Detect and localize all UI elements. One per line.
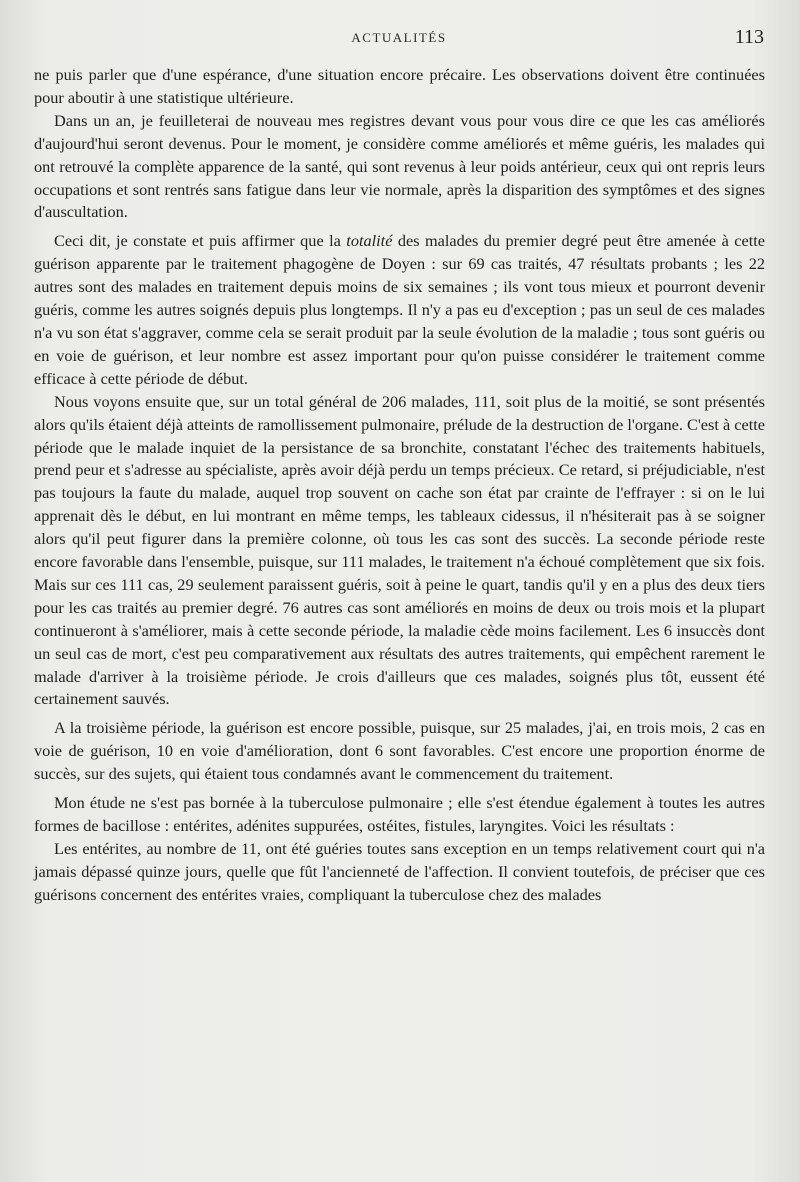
paragraph: A la troisième période, la guérison est encore possible, puisque, sur 25 malades, j'ai, en trois mois, 2 cas en voie de guérison, 10 en voie d'amélioration, dont 6 sont favorables. C'est encore une proportion énorme de succès, sur des sujets, qui étaient tous condamnés avant le commencement du traitement. xyxy=(34,718,765,784)
page-body xyxy=(34,64,765,907)
paragraph-text: des malades du premier degré peut être amenée à cette guérison apparente par le traitement phagogène de Doyen : sur 69 cas traités, 47 résultats probants ; les 22 autres sont des malades en traitement depuis moins de six semaines ; ils vont tous mieux et pourront devenir guéris, comme les autres soignés depuis plus longtemps. Il n'y a pas eu d'exception ; pas un seul de ces malades n'a vu son état s'aggraver, comme cela se serait produit par la seule évolution de la maladie ; tous sont guéris ou en voie de guérison, et leur nombre est assez important pour qu'on puisse considérer le traitement comme efficace à cette période de début. xyxy=(34,231,765,388)
paragraph: Nous voyons ensuite que, sur un total général de 206 malades, 111, soit plus de la moitié, se sont présentés alors qu'ils étaient déjà atteints de ramollissement pulmonaire, prélude de la destruction de l'organe. C'est à cette période que le malade inquiet de la persistance de sa bronchite, constatant l'échec des traitements habituels, prend peur et s'adresse au spécialiste, après avoir déjà perdu un temps précieux. Ce retard, si préjudiciable, n'est pas toujours la faute du malade, auquel trop souvent on cache son état par crainte de l'effrayer : si on le lui apprenait dès le début, en lui montrant en même temps, les tableaux cidessus, il n'hésiterait pas à se soigner alors qu'il peut figurer dans la première colonne, où tous les cas sont des succès. La seconde période reste encore favorable dans l'ensemble, puisque, sur 111 malades, le traitement n'a échoué complètement que six fois. Mais sur ces 111 cas, 29 seulement paraissent guéris, soit à peine le quart, tandis qu'il y en a plus des deux tiers pour les cas traités au premier degré. 76 autres cas sont améliorés en moins de deux ou trois mois et la plupart continueront à s'améliorer, mais à cette seconde période, la maladie cède moins facilement. Les 6 insuccès dont un seul cas de mort, c'est peu comparativement aux résultats des autres traitements, qui empêchent rarement le malade d'arriver à la troisième période. Je crois d'ailleurs que ces malades, soignés plus tôt, eussent été certainement sauvés. xyxy=(34,391,765,709)
running-head: ACTUALITÉS xyxy=(351,30,447,45)
paragraph xyxy=(34,230,765,390)
paragraph: Mon étude ne s'est pas bornée à la tuberculose pulmonaire ; elle s'est étendue également à toutes les autres formes de bacillose : entérites, adénites suppurées, ostéites, fistules, laryngites. Voici les résultats : xyxy=(34,793,765,835)
paragraph-continuation: ne puis parler que d'une espérance, d'une situation encore précaire. Les observations doivent être continuées pour aboutir à une statistique ultérieure. xyxy=(34,65,765,107)
paragraph-text: Ceci dit, je constate et puis affirmer que la xyxy=(54,231,347,251)
page-header xyxy=(34,28,764,52)
paragraph: Les entérites, au nombre de 11, ont été guéries toutes sans exception en un temps relativement court qui n'a jamais dépassé quinze jours, quelle que fût l'ancienneté de l'affection. Il convient toutefois, de préciser que ces guérisons concernent des entérites vraies, compliquant la tuberculose chez des malades xyxy=(34,838,765,904)
page-number: 113 xyxy=(734,26,764,48)
paragraph: Dans un an, je feuilleterai de nouveau mes registres devant vous pour vous dire ce que les cas améliorés d'aujourd'hui seront devenus. Pour le moment, je considère comme améliorés et même guéris, les malades qui ont retrouvé la complète apparence de la santé, qui sont revenus à leur poids antérieur, ceux qui ont repris leurs occupations et sont rentrés sans fatigue dans leur vie normale, après la disparition des symptômes et des signes d'auscultation. xyxy=(34,110,765,222)
emphasis-text: totalité xyxy=(346,231,393,251)
